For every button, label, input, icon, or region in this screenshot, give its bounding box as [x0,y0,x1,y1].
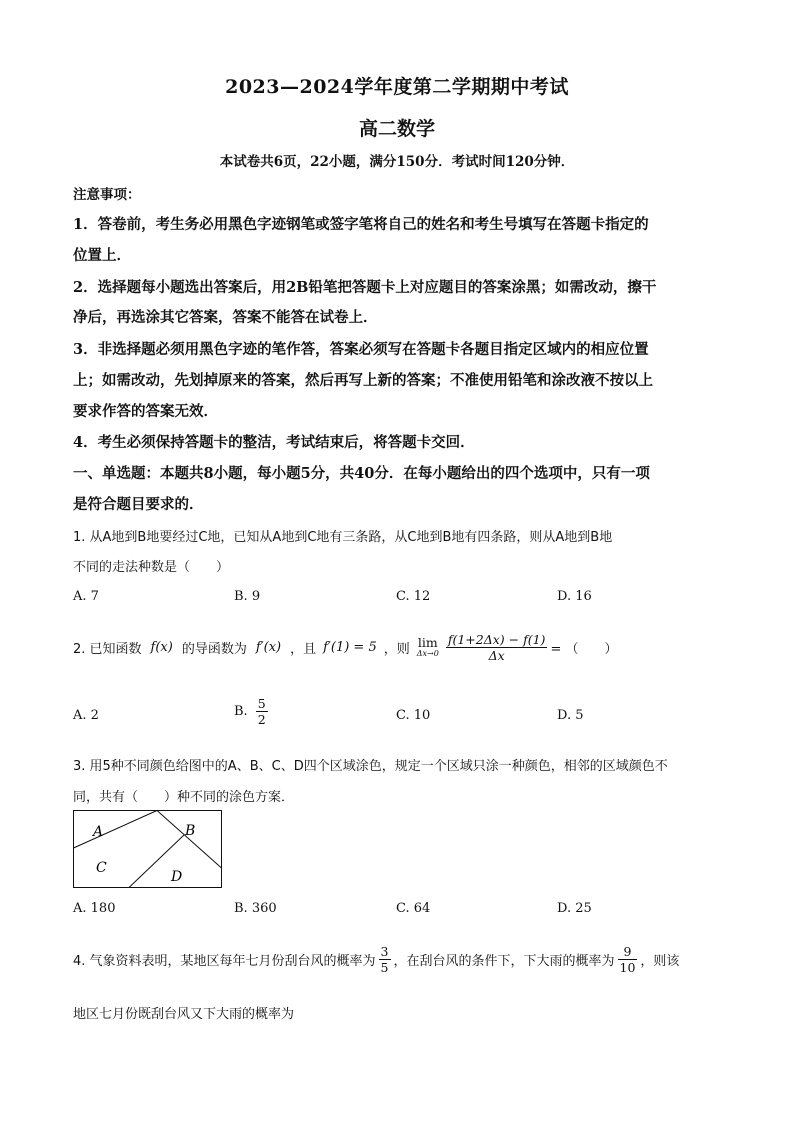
q2-option-c: C. 10 [396,708,431,723]
notice-line-4: 净后，再选涂其它答案，答案不能答在试卷上． [73,309,378,326]
q2-mid-3: ，则 [383,642,410,657]
q3-text-line-1: 3. 用5种不同颜色给图中的A、B、C、D四个区域涂色，规定一个区域只涂一种颜色，相邻的区域颜色不 [73,759,668,774]
q1-option-a: A. 7 [73,589,99,604]
q3-text-line-2: 同，共有（ ）种不同的涂色方案． [73,790,295,805]
q2-difference-quotient [446,632,548,663]
region-label-a: A [93,824,104,840]
q1-text-line-2: 不同的走法种数是（ ） [73,560,230,575]
region-label-d: D [171,869,183,885]
q4-fraction-rain [618,944,638,975]
exam-subject: 高二数学 [358,118,435,140]
q2-limit [417,637,439,658]
notice-line-6: 上；如需改动，先划掉原来的答案，然后再写上新的答案；不准使用铅笔和涂改液不按以上 [73,372,653,389]
notice-heading: 注意事项： [73,187,141,203]
q4-part-3: ，则该 [640,954,680,969]
q2-suffix: = （ ） [550,642,618,657]
region-label-c: C [96,860,107,876]
notice-line-5: 3．非选择题必须用黑色字迹的笔作答，答案必须写在答题卡各题目指定区域内的相应位置 [73,341,649,358]
q2-option-b-fraction [256,696,268,727]
q4-part-2: ，在刮台风的条件下，下大雨的概率为 [393,954,615,969]
q3-option-d: D. 25 [557,901,592,916]
q4-text-line-1 [73,944,733,975]
q2-frac-numerator: f(1+2Δx) − f(1) [447,632,546,647]
q4-part-1: 4. 气象资料表明，某地区每年七月份刮台风的概率为 [73,954,376,969]
q3-region-diagram [73,810,222,888]
q1-option-c: C. 12 [396,589,431,604]
q2-option-b-numerator: 5 [257,696,266,711]
q1-text-line-1: 1. 从A地到B地要经过C地，已知从A地到C地有三条路，从C地到B地有四条路，则从A地到B地 [73,530,613,545]
diagram-line-ac [74,811,158,849]
q2-text-line [73,632,733,663]
q2-option-b-label: B. [234,704,248,719]
q3-option-b: B. 360 [234,901,277,916]
q2-option-b [234,696,268,727]
q2-function: f(x) [150,640,173,655]
q4-frac1-numerator: 3 [380,944,389,959]
q2-mid-2: ，且 [290,642,317,657]
section-heading-line-1: 一、单选题：本题共8小题，每小题5分，共40分．在每小题给出的四个选项中，只有一项 [73,465,650,482]
notice-line-3: 2．选择题每小题选出答案后，用2B铅笔把答题卡上对应题目的答案涂黑；如需改动，擦干 [73,279,657,296]
q4-fraction-typhoon [379,944,391,975]
q2-prefix: 2. 已知函数 [73,642,142,657]
notice-line-7: 要求作答的答案无效． [73,403,218,420]
q4-frac2-numerator: 9 [618,944,638,960]
q2-option-b-denominator: 2 [257,712,266,727]
q2-condition: f′(1) = 5 [323,640,377,655]
q2-frac-denominator: Δx [488,648,505,663]
diagram-line-b-edge [157,811,222,869]
exam-info: 本试卷共6页，22小题，满分150分．考试时间120分钟． [219,154,575,170]
q3-option-c: C. 64 [396,901,431,916]
q4-frac1-denominator: 5 [380,960,389,975]
notice-line-8: 4．考生必须保持答题卡的整洁，考试结束后，将答题卡交回． [73,434,475,451]
q1-option-b: B. 9 [234,589,261,604]
q2-option-a: A. 2 [73,708,99,723]
exam-title: 2023—2024学年度第二学期期中考试 [225,76,569,98]
q2-derivative: f′(x) [255,640,282,655]
notice-line-2: 位置上． [73,247,131,264]
q2-option-d: D. 5 [557,708,584,723]
q2-limit-sub: Δx→0 [416,648,439,658]
q4-frac2-denominator: 10 [619,960,636,975]
notice-line-1: 1．答卷前，考生务必用黑色字迹钢笔或签字笔将自己的姓名和考生号填写在答题卡指定的 [73,216,649,233]
q3-option-a: A. 180 [73,901,116,916]
section-heading-line-2: 是符合题目要求的． [73,496,204,513]
q2-mid-1: 的导函数为 [181,642,247,657]
region-label-b: B [185,823,196,839]
q2-limit-word: lim [417,635,438,651]
q4-text-line-2: 地区七月份既刮台风又下大雨的概率为 [73,1007,295,1022]
q1-option-d: D. 16 [557,589,592,604]
